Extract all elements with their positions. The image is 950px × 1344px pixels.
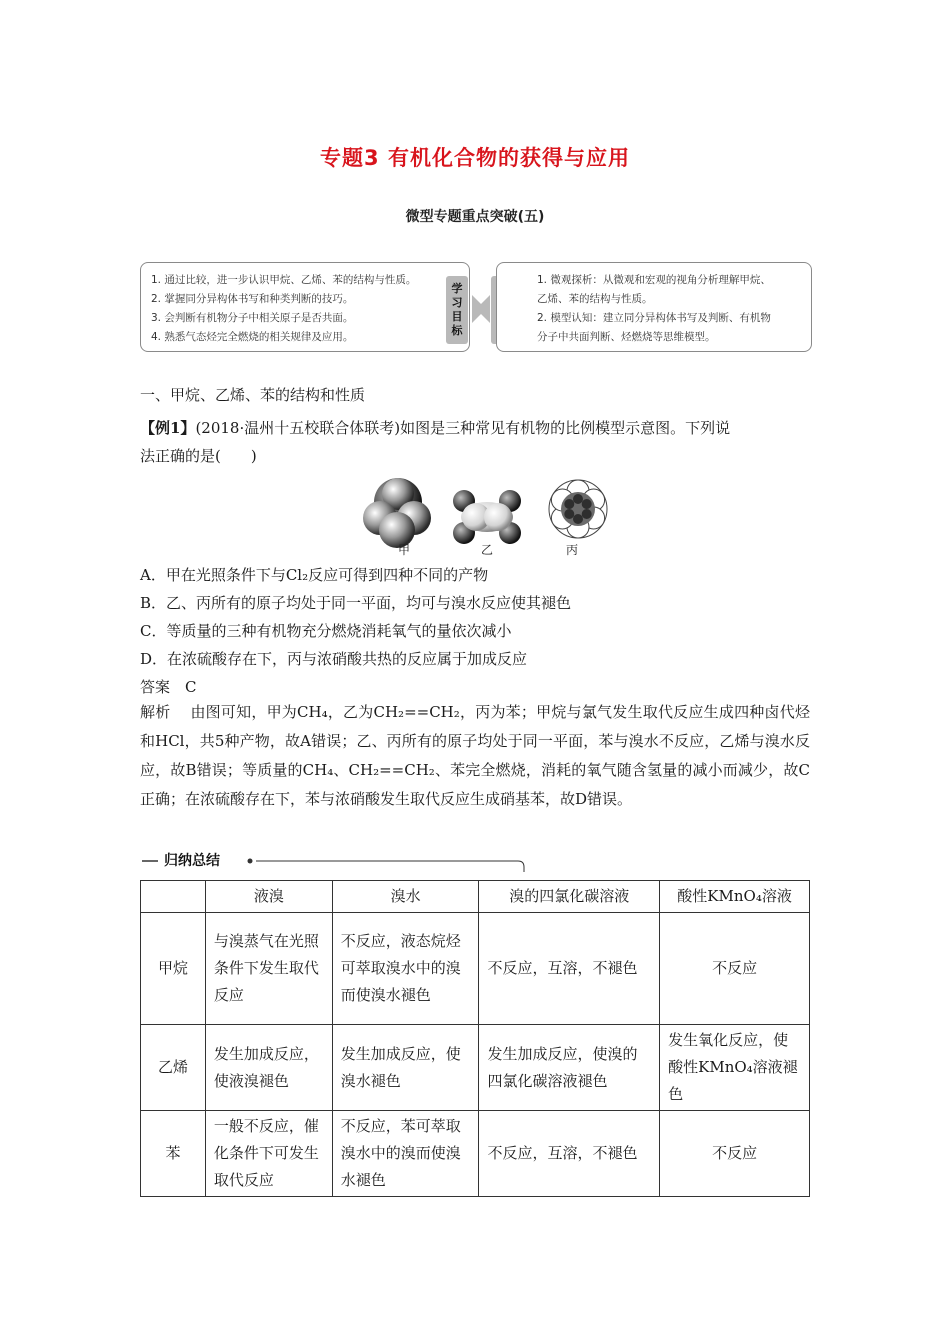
table-cell: 一般不反应，催化条件下可发生取代反应 xyxy=(205,1111,332,1197)
learning-goals-tab: 学习目标 xyxy=(446,276,468,344)
table-cell: 不反应，互溶，不褪色 xyxy=(479,1111,660,1197)
summary-table xyxy=(140,880,810,1197)
page-subtitle: 微型专题重点突破(五) xyxy=(405,209,545,225)
table-cell: 不反应，苯可萃取溴水中的溴而使溴水褪色 xyxy=(332,1111,479,1197)
option-b: B．乙、丙所有的原子均处于同一平面，均可与溴水反应使其褪色 xyxy=(140,594,572,612)
table-header-cell: 液溴 xyxy=(205,881,332,913)
table-header-cell: 溴水 xyxy=(332,881,479,913)
literacy-line: 1. 微观探析：从微观和宏观的视角分析理解甲烷、 xyxy=(537,274,771,286)
literacy-line: 2. 模型认知：建立同分异构体书写及判断、有机物 xyxy=(537,312,771,324)
learning-goals-list xyxy=(151,271,469,347)
table-cell: 发生加成反应，使溴的四氯化碳溶液褪色 xyxy=(479,1025,660,1111)
example-stem-line1: (2018·温州十五校联合体联考)如图是三种常见有机物的比例模型示意图。下列说 xyxy=(195,419,731,437)
ethylene-model xyxy=(453,490,521,544)
table-cell: 甲烷 xyxy=(141,913,206,1025)
goal-item: 3. 会判断有机物分子中相关原子是否共面。 xyxy=(151,312,354,324)
molecule-models-figure xyxy=(360,474,620,560)
table-cell: 苯 xyxy=(141,1111,206,1197)
section-heading: 一、甲烷、乙烯、苯的结构和性质 xyxy=(140,386,366,404)
analysis xyxy=(140,698,810,814)
literacy-line: 乙烯、苯的结构与性质。 xyxy=(537,293,653,305)
left-arrow-icon xyxy=(476,295,490,323)
example-stem xyxy=(140,414,820,442)
table-cell: 不反应，液态烷烃可萃取溴水中的溴而使溴水褪色 xyxy=(332,913,479,1025)
table-cell: 与溴蒸气在光照条件下发生取代反应 xyxy=(205,913,332,1025)
answer: 答案 C xyxy=(140,678,197,696)
goal-item: 1. 通过比较，进一步认识甲烷、乙烯、苯的结构与性质。 xyxy=(151,274,417,286)
table-cell: 不反应 xyxy=(660,913,810,1025)
goal-item: 2. 掌握同分异构体书写和种类判断的技巧。 xyxy=(151,293,354,305)
table-header-cell xyxy=(141,881,206,913)
table-header-cell: 酸性KMnO₄溶液 xyxy=(660,881,810,913)
option-d: D．在浓硫酸存在下，丙与浓硝酸共热的反应属于加成反应 xyxy=(140,650,528,668)
example-stem-line2: 法正确的是( ) xyxy=(140,447,257,465)
table-row xyxy=(141,1111,810,1197)
table-cell: 发生氧化反应，使酸性KMnO₄溶液褪色 xyxy=(660,1025,810,1111)
methane-model xyxy=(363,478,431,548)
figure-label-yi: 乙 xyxy=(480,543,494,557)
benzene-model xyxy=(549,480,607,538)
table-cell: 乙烯 xyxy=(141,1025,206,1111)
summary-label: 归纳总结 xyxy=(164,853,220,869)
table-cell: 不反应 xyxy=(660,1111,810,1197)
figure-label-jia: 甲 xyxy=(397,543,411,557)
analysis-label: 解析 xyxy=(140,703,171,721)
table-row xyxy=(141,913,810,1025)
core-literacy-box xyxy=(496,262,812,352)
goal-item: 4. 熟悉气态烃完全燃烧的相关规律及应用。 xyxy=(151,331,354,343)
table-cell: 发生加成反应，使溴水褪色 xyxy=(332,1025,479,1111)
table-cell: 发生加成反应，使液溴褪色 xyxy=(205,1025,332,1111)
analysis-text: 由图可知，甲为CH₄，乙为CH₂==CH₂，丙为苯；甲烷与氯气发生取代反应生成四种卤代烃和HCl，共5种产物，故A错误；乙、丙所有的原子均处于同一平面，苯与溴水不反应，乙烯与溴水反应，故B错误；等质量的CH₄、CH₂==CH₂、苯完全燃烧，消耗的氧气随含氢量的减小而减少，故C正确；在浓硫酸存在下，苯与浓硝酸发生取代反应生成硝基苯，故D错误。 xyxy=(140,703,810,808)
table-header-row xyxy=(141,881,810,913)
page-title: 专题3 有机化合物的获得与应用 xyxy=(320,146,630,170)
option-c: C．等质量的三种有机物充分燃烧消耗氧气的量依次减小 xyxy=(140,622,512,640)
figure-label-bing: 丙 xyxy=(565,543,579,557)
table-header-cell: 溴的四氯化碳溶液 xyxy=(479,881,660,913)
literacy-line: 分子中共面判断、烃燃烧等思维模型。 xyxy=(537,331,716,343)
example-label: 【例1】 xyxy=(140,419,196,437)
learning-goals-box xyxy=(140,262,470,352)
option-a: A．甲在光照条件下与Cl₂反应可得到四种不同的产物 xyxy=(140,566,489,584)
table-row xyxy=(141,1025,810,1111)
table-cell: 不反应，互溶，不褪色 xyxy=(479,913,660,1025)
